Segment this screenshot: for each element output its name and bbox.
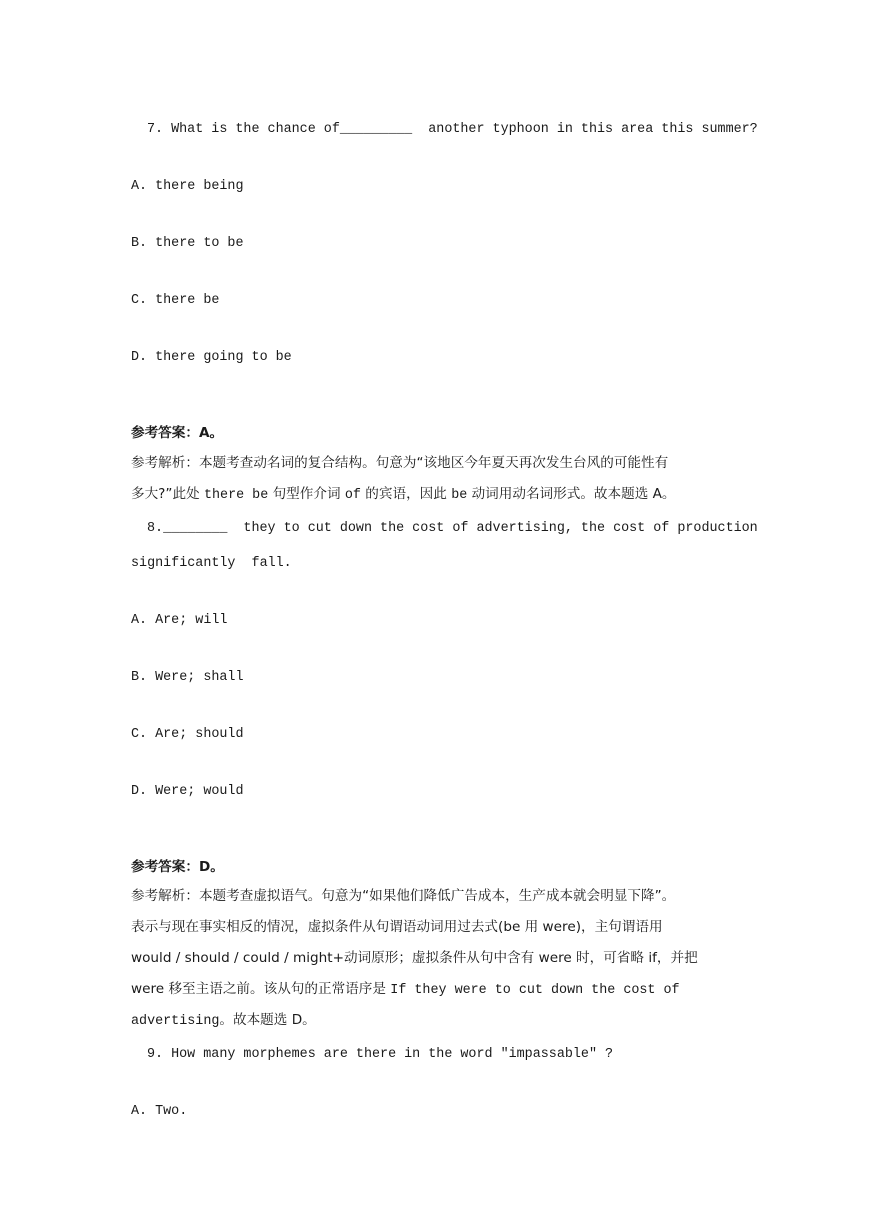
- question-8-stem-line-2: significantly fall.: [131, 556, 292, 571]
- q7-analysis-line-2: 多大?”此处 there be 句型作介词 of 的宾语，因此 be 动词用动名词形式。故本题选 A。: [131, 486, 676, 503]
- q8-analysis-line-3: would / should / could / might+动词原形；虚拟条件从句中含有 were 时，可省略 if，并把: [131, 950, 698, 966]
- q7-option-b: B. there to be: [131, 236, 244, 251]
- q7-option-d: D. there going to be: [131, 350, 292, 365]
- q8-analysis-line-5: advertising。故本题选 D。: [131, 1012, 316, 1029]
- q8-option-d: D. Were; would: [131, 784, 244, 799]
- q9-option-a: A. Two.: [131, 1104, 188, 1119]
- question-8-stem-line-1: 8.________ they to cut down the cost of advertising, the cost of production: [147, 521, 758, 536]
- q7-option-a: A. there being: [131, 179, 244, 194]
- question-7-stem: 7. What is the chance of_________ another typhoon in this area this summer?: [147, 122, 758, 137]
- q8-option-a: A. Are; will: [131, 613, 228, 628]
- q7-answer: 参考答案：A。: [131, 425, 224, 441]
- question-9-stem: 9. How many morphemes are there in the word "impassable" ?: [147, 1047, 614, 1062]
- q8-analysis-line-4: were 移至主语之前。该从句的正常语序是 If they were to cut down the cost of: [131, 981, 680, 998]
- q8-option-b: B. Were; shall: [131, 670, 244, 685]
- q8-answer: 参考答案：D。: [131, 859, 224, 875]
- q7-analysis-line-1: 参考解析：本题考查动名词的复合结构。句意为“该地区今年夏天再次发生台风的可能性有: [131, 455, 669, 471]
- q8-analysis-line-1: 参考解析：本题考查虚拟语气。句意为“如果他们降低广告成本，生产成本就会明显下降”。: [131, 888, 676, 904]
- q7-option-c: C. there be: [131, 293, 220, 308]
- q8-analysis-line-2: 表示与现在事实相反的情况，虚拟条件从句谓语动词用过去式(be 用 were)，主句谓语用: [131, 919, 663, 935]
- q8-option-c: C. Are; should: [131, 727, 244, 742]
